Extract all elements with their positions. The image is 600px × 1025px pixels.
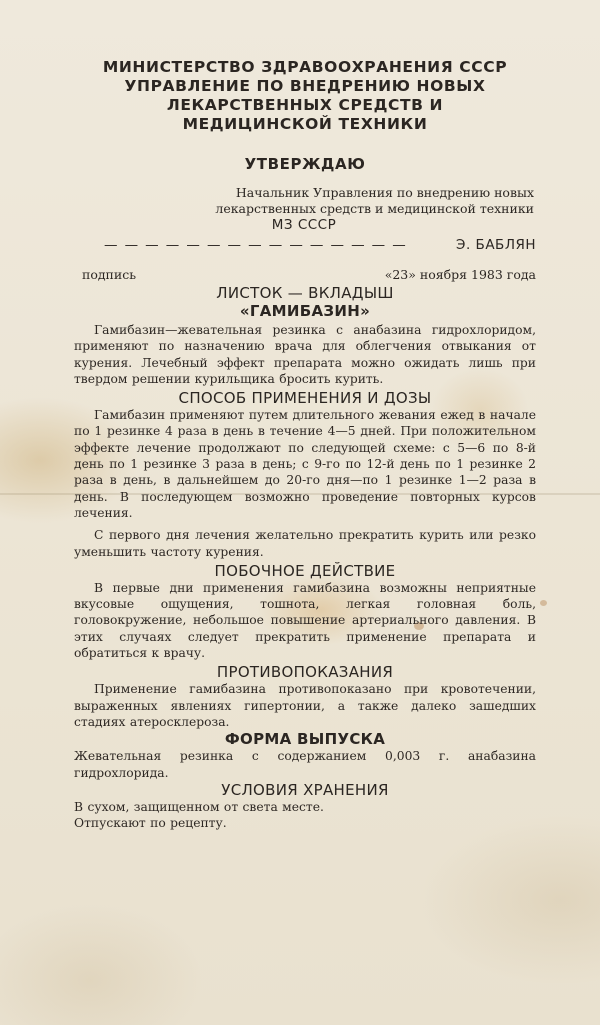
signature-label: подпись <box>82 267 137 282</box>
signature-line <box>74 237 536 253</box>
usage-heading: СПОСОБ ПРИМЕНЕНИЯ И ДОЗЫ <box>178 389 432 408</box>
ministry-line: ЛЕКАРСТВЕННЫХ СРЕДСТВ И <box>166 96 444 114</box>
product-title: «ГАМИБАЗИН» <box>239 302 371 320</box>
usage-paragraph: Гамибазин применяют путем длительного жевания ежед в начале по 1 резинке 4 раза в день в течение 4—5 дней. При положительном эффекте лечение продолжают по следующей схеме: с 5—6 по 8-й день по 1 резинке 3 раза в день; с 9-го по 12-й день по 1 резинке 2 раза в день, в дальнейшем до 20-го дня—по 1 резинке 1—2 раза в день. В последующем возможно проведение повторных курсов лечения. <box>74 408 536 520</box>
signature-dashes: — — — — — — — — — — — — — — — <box>104 237 408 253</box>
usage-paragraph-2: С первого дня лечения желательно прекратить курить или резко уменьшить частоту курения. <box>74 528 536 559</box>
chief-line: лекарственных средств и медицинской техники <box>215 201 534 216</box>
storage-heading: УСЛОВИЯ ХРАНЕНИЯ <box>221 780 389 799</box>
ministry-line: МИНИСТЕРСТВО ЗДРАВООХРАНЕНИЯ СССР <box>102 58 508 76</box>
chief-block <box>74 185 536 233</box>
approval-date: «23» ноября 1983 года <box>384 267 536 282</box>
ministry-line: МЕДИЦИНСКОЙ ТЕХНИКИ <box>182 115 428 133</box>
contraindications-heading: ПРОТИВОПОКАЗАНИЯ <box>216 663 394 682</box>
contraindications-paragraph: Применение гамибазина противопоказано при кровотечении, выраженных явлениях гипертонии, а также далеко зашедших стадиях атеросклероза. <box>74 682 536 729</box>
prescription-line: Отпускают по рецепту. <box>74 816 227 831</box>
side-effects-heading: ПОБОЧНОЕ ДЕЙСТВИЕ <box>214 561 396 580</box>
release-form-heading: ФОРМА ВЫПУСКА <box>224 730 386 749</box>
stain-spot <box>540 600 547 606</box>
ministry-line: УПРАВЛЕНИЕ ПО ВНЕДРЕНИЮ НОВЫХ <box>124 77 486 95</box>
document-body <box>74 52 536 831</box>
storage-line: В сухом, защищенном от света месте. <box>74 799 324 814</box>
chief-line: МЗ СССР <box>271 217 337 233</box>
chief-line: Начальник Управления по внедрению новых <box>235 185 534 200</box>
intro-paragraph: Гамибазин—жевательная резинка с анабазина гидрохлоридом, применяют по назначению врача для облегчения отвыкания от курения. Лечебный эффект препарата можно ожидать лишь при твердом решении курильщика бросить курить. <box>74 323 536 386</box>
approve-heading: УТВЕРЖДАЮ <box>244 155 366 173</box>
ministry-header <box>74 58 536 134</box>
signatory-name: Э. БАБЛЯН <box>456 237 536 253</box>
release-form-paragraph: Жевательная резинка с содержанием 0,003 г. анабазина гидрохлорида. <box>74 749 536 780</box>
side-effects-paragraph: В первые дни применения гамибазина возможны неприятные вкусовые ощущения, тошнота, легкая головная боль, головокружение, небольшое повышение артериального давления. В этих случаях следует прекратить применение препарата и обратиться к врачу. <box>74 580 536 661</box>
date-line <box>74 267 536 282</box>
leaflet-title: ЛИСТОК — ВКЛАДЫШ <box>216 284 394 302</box>
